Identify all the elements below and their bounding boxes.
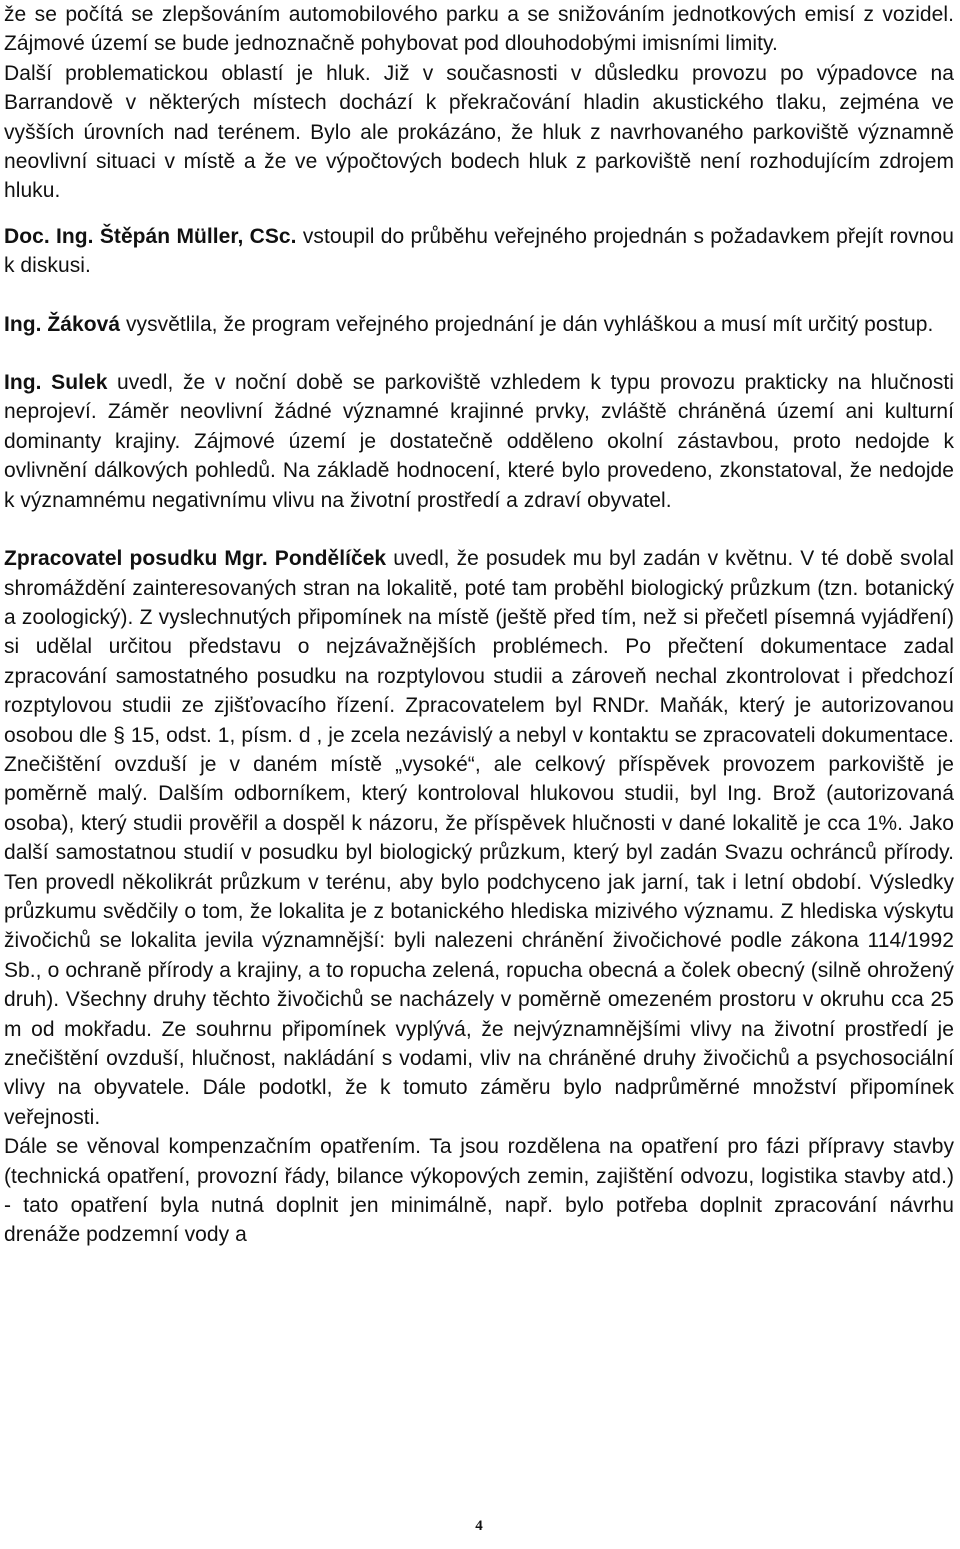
paragraph-pondelicek [4,544,954,1132]
paragraph-compensation: Dále se věnoval kompenzačním opatřením. Ta jsou rozdělena na opatření pro fázi přípravy stavby (technická opatření, provozní řády, bilance výkopových zemin, zajištění odvozu, logistika stavby atd.) - tato opatření byla nutná doplnit jen minimálně, např. bylo potřeba doplnit zpracování návrhu drenáže podzemní vody a [4,1135,954,1247]
zakova-statement: vysvětlila, že program veřejného projednání je dán vyhláškou a musí mít určitý postup. [120,312,934,336]
paragraph-sulek [4,368,954,515]
page-number: 4 [475,1518,483,1534]
pondelicek-statement: uvedl, že posudek mu byl zadán v květnu. V té době svolal shromáždění zainteresovaných stran na lokalitě, poté tam proběhl biologický průzkum (tzn. botanický a zoologický). Z vyslechnutých připomínek na místě (ještě před tím, než si přečetl písemná vyjádření) si udělal určitou představu o nejzávažnějších problémech. Po přečtení dokumentace zadal zpracování samostatného posudku na rozptylovou studii a zároveň nechal zkontrolovat i předchozí rozptylovou studii ze zjišťovacího řízení. Zpracovatelem byl RNDr. Maňák, který je autorizovanou osobou dle § 15, odst. 1, písm. d , je zcela nezávislý a nebyl v kontaktu se zpracovateli dokumentace. Znečištění ovzduší je v daném místě „vysoké“, ale celkový příspěvek provozem parkoviště je poměrně malý. Dalším odborníkem, který kontroloval hlukovou studii, byl Ing. Brož (autorizovaná osoba), který studii prověřil a dospěl k názoru, že příspěvek hlučnosti v dané lokalitě je cca 1%. Jako další samostatnou studií v posudku byl biologický průzkum, který byl zadán Svazu ochránců přírody. Ten provedl několikrát průzkum v terénu, aby bylo podchyceno jak jarní, tak i letní období. Výsledky průzkumu svědčily o tom, že lokalita je z botanického hlediska mizivého významu. Z hlediska výskytu živočichů se lokalita jevila významnější: byli nalezeni chránění živočichové podle zákona 114/1992 Sb., o ochraně přírody a krajiny, a to ropucha zelená, ropucha obecná a čolek obecný (silně ohrožený druh). Všechny druhy těchto živočichů se nacházely v poměrně omezeném prostoru v okruhu cca 25 m od mokřadu. Ze souhrnu připomínek vyplývá, že nejvýznamnějšími vlivy na životní prostředí je znečištění ovzduší, hlučnost, nakládání s vodami, vliv na chráněné druhy živočichů a psychosociální vlivy na obyvatele. Dále podotkl, že k tomuto záměru bylo nadprůměrné množství připomínek veřejnosti. [4,547,954,1129]
sulek-statement: uvedl, že v noční době se parkoviště vzhledem k typu provozu prakticky na hlučnosti neprojeví. Záměr neovlivní žádné významné krajinné prvky, zvláště chráněná území ani kulturní dominanty krajiny. Zájmové území je dostatečně odděleno okolní zástavbou, proto nedojde k ovlivnění dálkových pohledů. Na základě hodnocení, které bylo provedeno, zkonstatoval, že nedojde k významnému negativnímu vlivu na životní prostředí a zdraví obyvatel. [4,371,954,512]
paragraph-muller [4,222,954,281]
paragraph-zakova [4,310,954,339]
speaker-zakova-title: Ing. [4,312,48,336]
paragraph-air-emissions: že se počítá se zlepšováním automobilového parku a se snižováním jednotkových emisí z vozidel. Zájmové území se bude jednoznačně pohybovat pod dlouhodobými imisními limity. [4,3,954,56]
speaker-zakova: Žáková [47,312,121,336]
speaker-pondelicek: Zpracovatel posudku Mgr. Pondělíček [4,547,387,571]
muller-statement: vstoupil do průběhu veřejného projednán s požadavkem přejít rovnou k diskusi. [4,224,954,278]
meeting-minutes-text [4,0,954,1250]
paragraph-noise: Další problematickou oblastí je hluk. Již v současnosti v důsledku provozu po výpadovce na Barrandově v některých místech dochází k překračování hladin akustického tlaku, zejména ve vyšších úrovních nad terénem. Bylo ale prokázáno, že hluk z navrhovaného parkoviště významně neovlivní situaci v místě a že ve výpočtových bodech hluk z parkoviště není rozhodujícím zdrojem hluku. [4,61,954,203]
speaker-sulek: Sulek [51,371,108,395]
speaker-muller: Doc. Ing. Štěpán Müller, CSc. [4,224,297,248]
document-page [4,0,954,1549]
speaker-sulek-title: Ing. [4,371,52,395]
